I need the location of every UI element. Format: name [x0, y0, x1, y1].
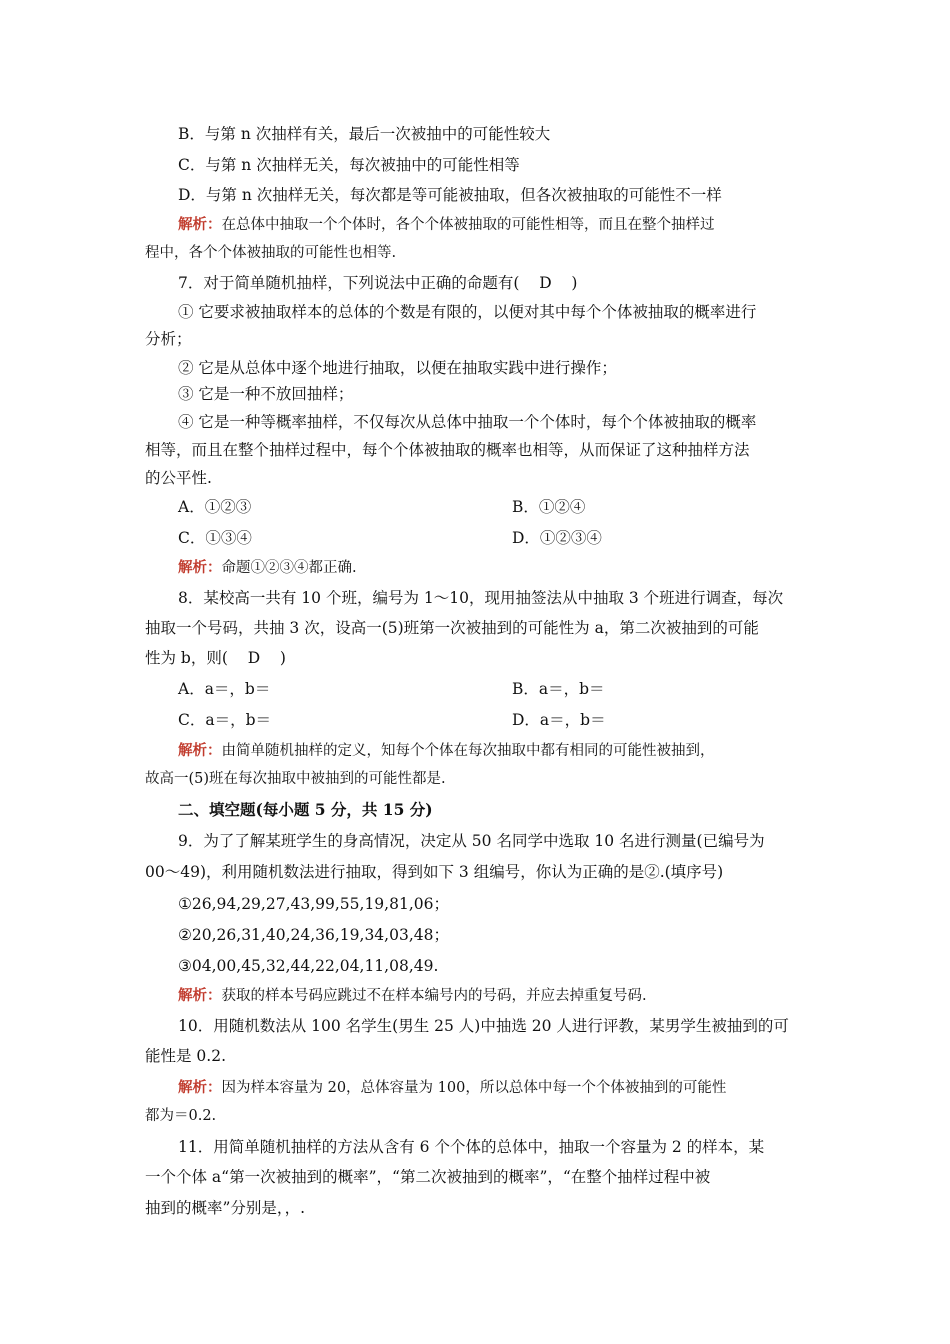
q7-option-c: C．①③④ [178, 529, 252, 547]
q7-statement-4-cont: 相等，而且在整个抽样过程中，每个个体被抽取的概率也相等，从而保证了这种抽样方法 [145, 441, 750, 459]
q9-stem-cont: 00～49)，利用随机数法进行抽取，得到如下 3 组编号，你认为正确的是②.(填序号) [145, 863, 724, 881]
q8-stem-end [145, 647, 286, 669]
q10-analysis-text: 因为样本容量为 20，总体容量为 100，所以总体中每一个个体被抽到的可能性 [221, 1080, 727, 1096]
analysis-label: 解析： [178, 559, 222, 576]
q10-analysis-cont: 都为＝0.2. [145, 1108, 217, 1124]
q7-statement-1-cont: 分析； [145, 330, 192, 348]
q9-group-2: ②20,26,31,40,24,36,19,34,03,48； [178, 926, 449, 944]
q10-stem-cont: 能性是 0.2. [145, 1047, 227, 1065]
q8-analysis-text: 由简单随机抽样的定义，知每个个体在每次抽取中都有相同的可能性被抽到， [221, 743, 715, 759]
section-heading: 二、填空题(每小题 5 分，共 15 分) [178, 800, 433, 819]
q8-stem: 8．某校高一共有 10 个班，编号为 1～10，现用抽签法从中抽取 3 个班进行调查，每次 [178, 589, 784, 607]
q6-option-c: C．与第 n 次抽样无关，每次被抽中的可能性相等 [178, 156, 520, 174]
q9-analysis [178, 985, 647, 1007]
q7-statement-4: ④ 它是一种等概率抽样，不仅每次从总体中抽取一个个体时，每个个体被抽取的概率 [178, 413, 757, 431]
q6-option-b: B．与第 n 次抽样有关，最后一次被抽中的可能性较大 [178, 125, 551, 143]
q8-analysis-cont: 故高一(5)班在每次抽取中被抽到的可能性都是. [145, 771, 446, 787]
q8-analysis [178, 740, 715, 762]
q11-stem: 11．用简单随机抽样的方法从含有 6 个个体的总体中，抽取一个容量为 2 的样本，某 [178, 1138, 765, 1156]
q8-option-a: A．a＝，b＝ [178, 680, 271, 698]
q8-answer: D [247, 649, 261, 667]
q7-stem-text: 7．对于简单随机抽样，下列说法中正确的命题有( [178, 274, 520, 292]
q7-stem [178, 272, 577, 294]
q8-stem-cont: 抽取一个号码，共抽 3 次，设高一(5)班第一次被抽到的可能性为 a，第二次被抽到的可能 [145, 619, 759, 637]
q7-analysis-text: 命题①②③④都正确. [221, 560, 357, 576]
q6-analysis [178, 214, 715, 236]
q6-analysis-text: 在总体中抽取一个个体时，各个个体被抽取的可能性相等，而且在整个抽样过 [221, 217, 715, 233]
q8-option-d: D．a＝，b＝ [512, 711, 606, 729]
q7-option-b: B．①②④ [512, 498, 586, 516]
q11-stem-end: 抽到的概率”分别是，，. [145, 1199, 306, 1217]
q7-answer: D [539, 274, 552, 292]
q8-option-c: C．a＝，b＝ [178, 711, 272, 729]
analysis-label: 解析： [178, 1079, 222, 1096]
analysis-label: 解析： [178, 216, 222, 233]
q7-option-a: A．①②③ [178, 498, 252, 516]
analysis-label: 解析： [178, 742, 222, 759]
analysis-label: 解析： [178, 987, 222, 1004]
q8-option-b: B．a＝，b＝ [512, 680, 605, 698]
q7-analysis [178, 557, 357, 579]
q7-statement-1: ① 它要求被抽取样本的总体的个数是有限的，以便对其中每个个体被抽取的概率进行 [178, 303, 757, 321]
q7-option-d: D．①②③④ [512, 529, 602, 547]
q7-statement-2: ② 它是从总体中逐个地进行抽取，以便在抽取实践中进行操作； [178, 359, 617, 377]
q7-statement-3: ③ 它是一种不放回抽样； [178, 385, 354, 403]
q6-option-d: D．与第 n 次抽样无关，每次都是等可能被抽取，但各次被抽取的可能性不一样 [178, 186, 722, 204]
q9-analysis-text: 获取的样本号码应跳过不在样本编号内的号码，并应去掉重复号码. [221, 988, 647, 1004]
q10-analysis [178, 1077, 726, 1099]
q10-stem: 10．用随机数法从 100 名学生(男生 25 人)中抽选 20 人进行评教，某男学生被抽到的可 [178, 1017, 789, 1035]
q9-group-3: ③04,00,45,32,44,22,04,11,08,49. [178, 957, 439, 975]
q7-statement-4-end: 的公平性. [145, 469, 212, 487]
q9-group-1: ①26,94,29,27,43,99,55,19,81,06； [178, 895, 449, 913]
q9-stem: 9．为了了解某班学生的身高情况，决定从 50 名同学中选取 10 名进行测量(已编号为 [178, 832, 765, 850]
q6-analysis-cont: 程中，各个个体被抽取的可能性也相等. [145, 245, 397, 261]
q8-stem-text: 性为 b，则( [145, 649, 228, 667]
q7-stem-close: ) [571, 274, 578, 292]
q11-stem-cont: 一个个体 a“第一次被抽到的概率”，“第二次被抽到的概率”，“在整个抽样过程中被 [145, 1168, 711, 1186]
q8-stem-close: ) [279, 649, 286, 667]
